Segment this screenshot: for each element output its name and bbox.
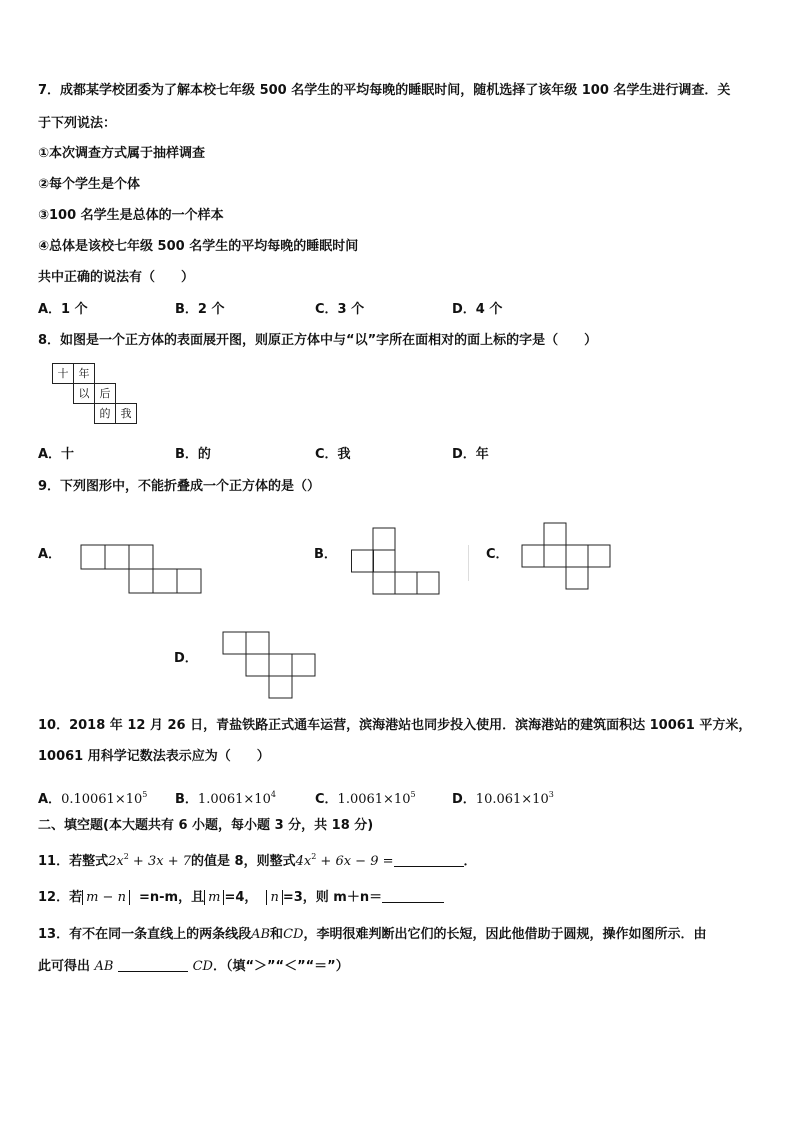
q13-line1: 13．有不在同一条直线上的两条线段AB和CD，李明很难判断出它们的长短，因此他借助于圆规，操作如图所示．由 bbox=[38, 927, 707, 942]
q12-line: 12．若 m − n =n-m，且 m =4， n =3，则 m＋n＝ bbox=[38, 888, 444, 907]
q8-cell-3: 以 bbox=[73, 383, 95, 404]
divider-line bbox=[468, 545, 469, 581]
q7-ask: 共中正确的说法有（ ） bbox=[38, 270, 195, 285]
q7-statement-1: ①本次调查方式属于抽样调查 bbox=[38, 146, 206, 161]
q9-net-b bbox=[351, 527, 443, 599]
q9-stem: 9．下列图形中，不能折叠成一个正方体的是（） bbox=[38, 479, 321, 494]
q7-option-d: D．4 个 bbox=[452, 302, 503, 317]
q7-options bbox=[38, 301, 758, 319]
q7-option-b: B．2 个 bbox=[175, 302, 225, 317]
section-2-heading: 二、填空题(本大题共有 6 小题，每小题 3 分，共 18 分) bbox=[38, 818, 374, 833]
q9-net-c bbox=[521, 522, 615, 592]
q8-cell-6: 我 bbox=[115, 403, 137, 424]
q8-cell-1: 十 bbox=[52, 363, 74, 384]
q13-line2: 此可得出 AB CD．（填“＞”“＜”“＝”） bbox=[38, 959, 349, 974]
q12-answer-blank[interactable] bbox=[382, 888, 444, 903]
q8-cell-4: 后 bbox=[94, 383, 116, 404]
q8-cube-net bbox=[52, 363, 138, 429]
q11-answer-blank[interactable] bbox=[394, 852, 464, 867]
q8-options bbox=[38, 446, 758, 464]
q8-option-b: B．的 bbox=[175, 447, 211, 462]
q7-line1: 7．成都某学校团委为了解本校七年级 500 名学生的平均每晚的睡眠时间，随机选择了该年级 100 名学生进行调查．关 bbox=[38, 83, 731, 98]
q8-stem: 8．如图是一个正方体的表面展开图，则原正方体中与“以”字所在面相对的面上标的字是（ ） bbox=[38, 333, 598, 348]
q10-line2: 10061 用科学记数法表示应为（ ） bbox=[38, 749, 270, 764]
q8-option-a: A．十 bbox=[38, 447, 75, 462]
q9-label-d: D． bbox=[174, 651, 198, 666]
q10-option-c: C．$1.0061\times 10^5$ bbox=[315, 790, 416, 807]
q7-option-c: C．3 个 bbox=[315, 302, 365, 317]
q7-line2: 于下列说法： bbox=[38, 116, 117, 131]
q10-option-b: B．$1.0061\times 10^4$ bbox=[175, 790, 276, 807]
q7-statement-2: ②每个学生是个体 bbox=[38, 177, 141, 192]
q8-cell-2: 年 bbox=[73, 363, 95, 384]
q7-statement-4: ④总体是该校七年级 500 名学生的平均每晚的睡眠时间 bbox=[38, 239, 359, 254]
q9-label-b: B． bbox=[314, 547, 337, 562]
q10-line1: 10．2018 年 12 月 26 日，青盐铁路正式通车运营，滨海港站也同步投入使用．滨海港站的建筑面积达 10061 平方米， bbox=[38, 718, 752, 733]
q10-option-a: A．$0.10061\times 10^5$ bbox=[38, 790, 148, 807]
q8-cell-5: 的 bbox=[94, 403, 116, 424]
q8-option-c: C．我 bbox=[315, 447, 351, 462]
q10-options bbox=[38, 786, 758, 807]
q13-answer-blank[interactable] bbox=[118, 957, 188, 972]
q7-option-a: A．1 个 bbox=[38, 302, 88, 317]
q9-net-d bbox=[222, 631, 320, 701]
q8-option-d: D．年 bbox=[452, 447, 489, 462]
q9-label-a: A． bbox=[38, 547, 62, 562]
q7-statement-3: ③100 名学生是总体的一个样本 bbox=[38, 208, 224, 223]
q10-option-d: D．$10.061\times 10^3$ bbox=[452, 790, 554, 807]
q9-label-c: C． bbox=[486, 547, 509, 562]
q9-net-a bbox=[80, 544, 206, 598]
q11-line: 11．若整式$2x^2 + 3x + 7$的值是 8，则整式$4x^2 + 6x - 9$ = ． bbox=[38, 852, 477, 869]
